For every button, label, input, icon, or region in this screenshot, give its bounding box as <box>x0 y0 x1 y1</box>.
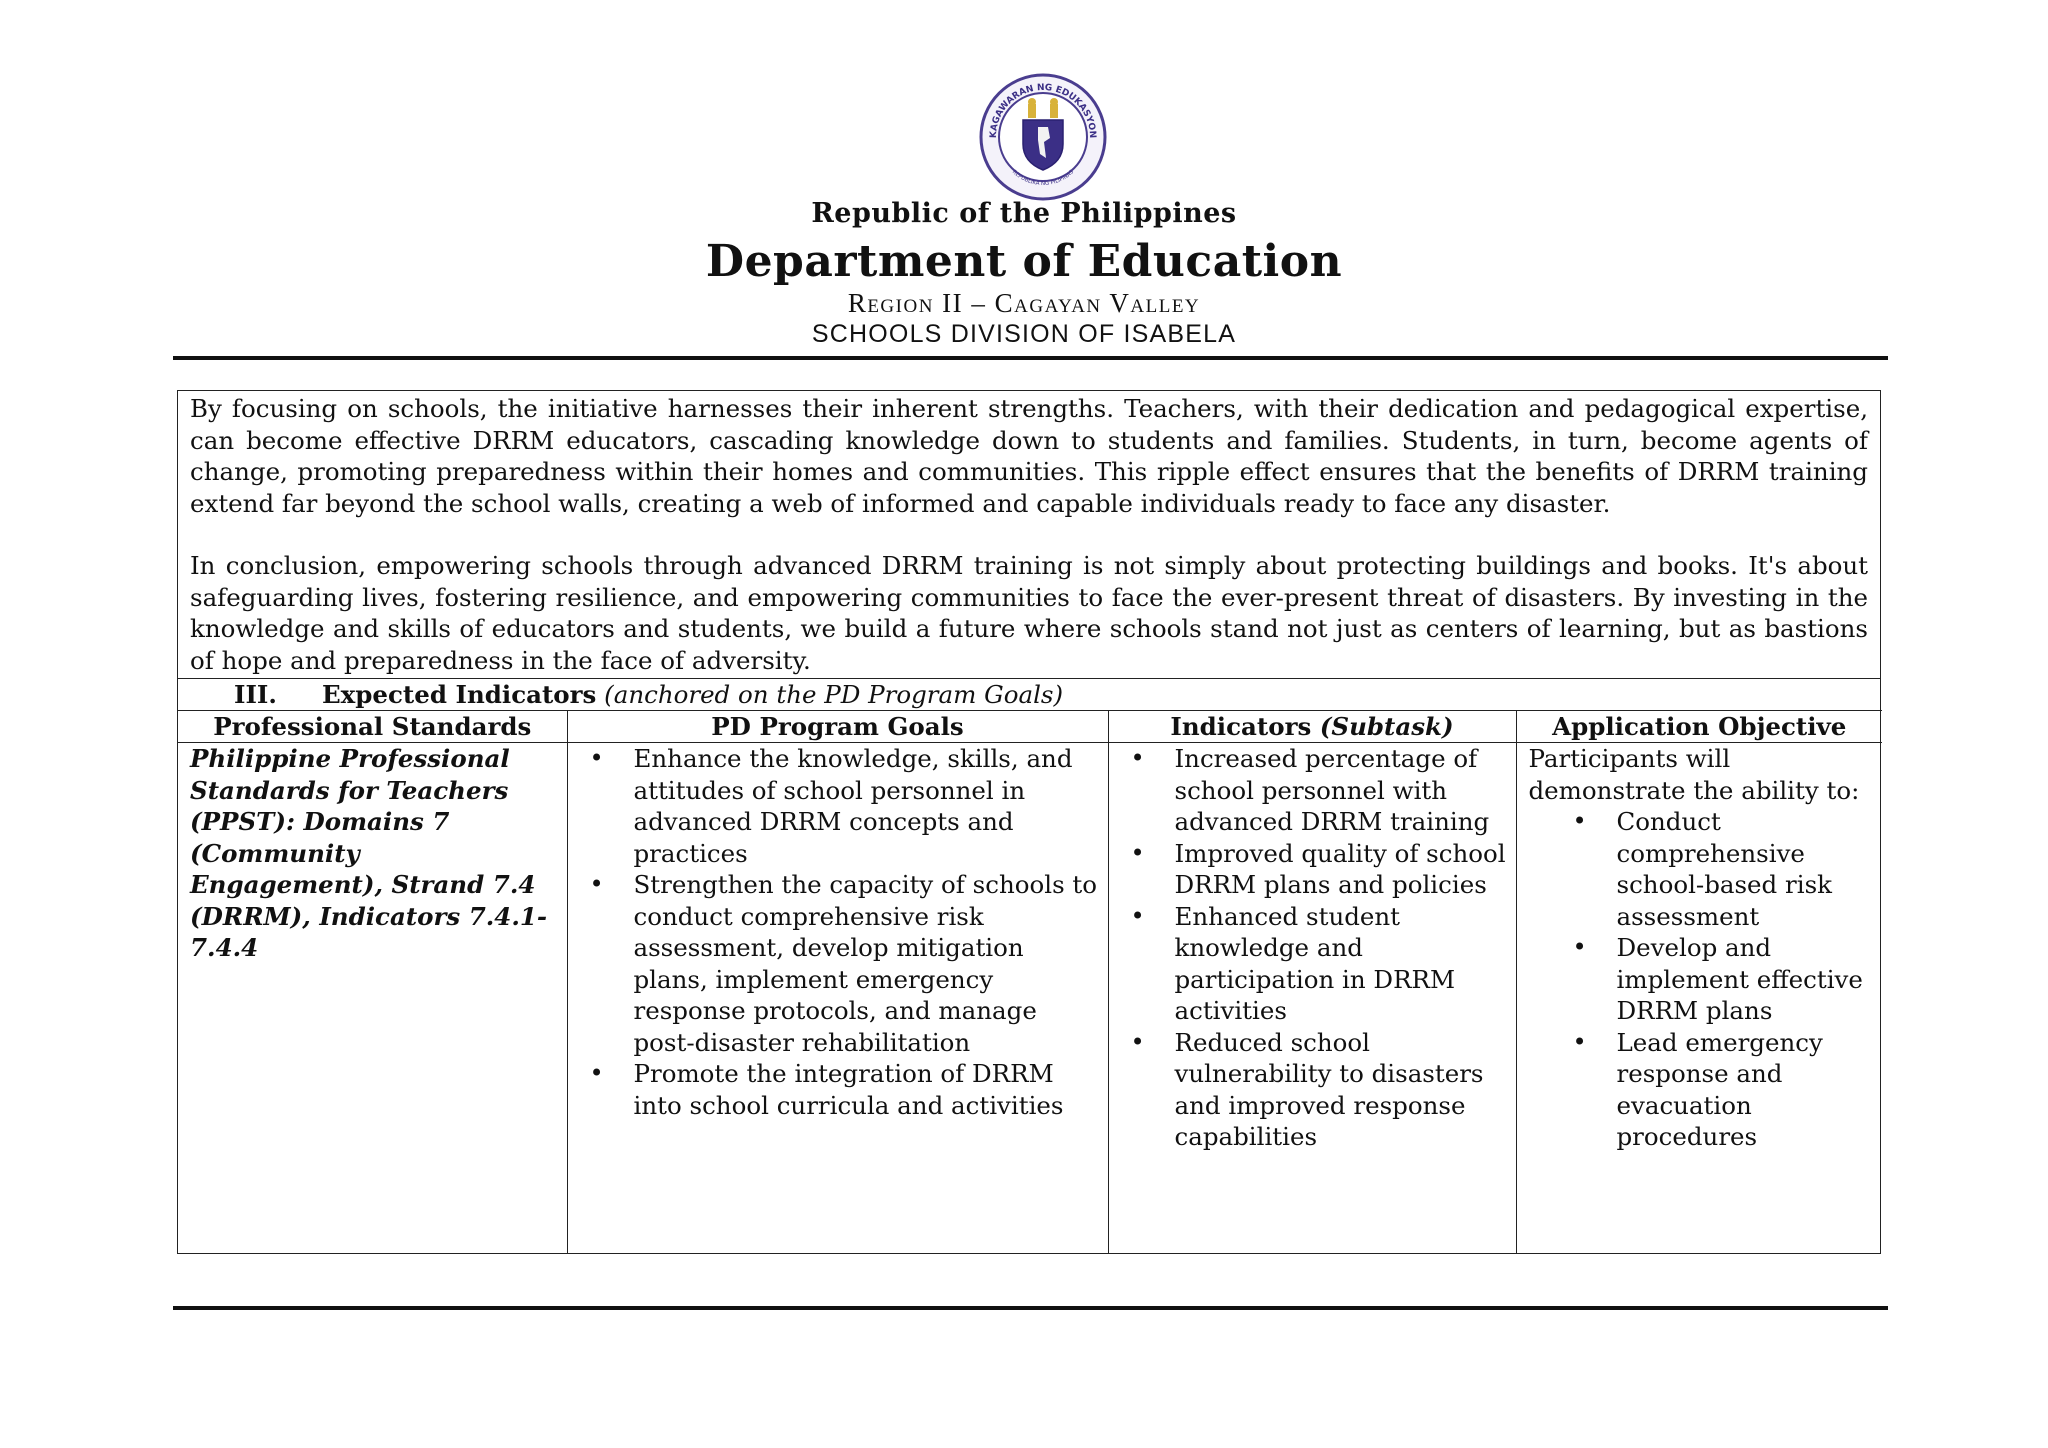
standards-text: Philippine Professional Standards for Teachers (PPST): Domains 7 (Community Engagement), Strand 7.4 (DRRM), Indicators 7.4.1-7.4.4 <box>190 744 548 962</box>
header-goals: PD Program Goals <box>567 711 1108 743</box>
section-heading <box>178 678 1880 710</box>
header-indicators-label: Indicators <box>1170 712 1312 741</box>
goals-cell <box>567 743 1108 1254</box>
table-header-row <box>178 711 1882 743</box>
region-heading: Region II – Cagayan Valley <box>847 288 1201 318</box>
list-item: • Lead emergency response and evacuation procedures <box>1617 1027 1875 1153</box>
list-item: • Enhance the knowledge, skills, and attitudes of school personnel in advanced DRRM concepts and practices <box>634 743 1100 869</box>
intro-paragraph-1: By focusing on schools, the initiative harnesses their inherent strengths. Teachers, with their dedication and pedagogical expertise, can become effective DRRM educators, cascading knowledge down to students and families. Students, in turn, become agents of change, promoting preparedness within their homes and communities. This ripple effect ensures that the benefits of DRRM training extend far beyond the school walls, creating a web of informed and capable individuals ready to face any disaster. <box>190 394 1868 518</box>
standards-cell <box>178 743 567 1254</box>
goals-list <box>580 743 1100 1121</box>
list-item: • Strengthen the capacity of schools to conduct comprehensive risk assessment, develop mitigation plans, implement emergency response protocols, and manage post-disaster rehabilitation <box>634 869 1100 1058</box>
seal-text-bottom: REPUBLIKA NG PILIPINAS <box>1010 169 1076 188</box>
intro-paragraph-2: In conclusion, empowering schools through advanced DRRM training is not simply about protecting buildings and books. It's about safeguarding lives, fostering resilience, and empowering communities to face the ever-present threat of disasters. By investing in the knowledge and skills of educators and students, we build a future where schools stand not just as centers of learning, but as bastions of hope and preparedness in the face of adversity. <box>190 551 1868 675</box>
table-row <box>178 743 1882 1254</box>
header-divider <box>173 356 1888 360</box>
list-item: • Promote the integration of DRRM into school curricula and activities <box>634 1058 1100 1121</box>
department-heading: Department of Education <box>705 236 1343 287</box>
header-objective: Application Objective <box>1516 711 1882 743</box>
objective-cell <box>1516 743 1882 1254</box>
seal-text-top: KAGAWARAN NG EDUKASYON <box>988 82 1098 139</box>
list-item: • Enhanced student knowledge and participation in DRRM activities <box>1175 901 1508 1027</box>
section-subtitle: (anchored on the PD Program Goals) <box>604 680 1064 709</box>
list-item: • Improved quality of school DRRM plans and policies <box>1175 838 1508 901</box>
list-item: • Develop and implement effective DRRM plans <box>1617 932 1875 1027</box>
list-item: • Conduct comprehensive school-based risk assessment <box>1617 806 1875 932</box>
division-heading: SCHOOLS DIVISION OF ISABELA <box>811 320 1237 348</box>
header-indicators-sub: (Subtask) <box>1319 712 1454 741</box>
indicators-table <box>178 710 1882 1253</box>
indicators-cell <box>1108 743 1516 1254</box>
header-standards: Professional Standards <box>178 711 567 743</box>
objectives-list <box>1529 806 1875 1153</box>
section-title: Expected Indicators <box>322 680 597 709</box>
header-indicators <box>1108 711 1516 743</box>
list-item: • Increased percentage of school personnel with advanced DRRM training <box>1175 743 1508 838</box>
objective-intro: Participants will demonstrate the ability to: <box>1528 744 1860 805</box>
deped-seal-icon <box>978 72 1108 202</box>
list-item: • Reduced school vulnerability to disasters and improved response capabilities <box>1175 1027 1508 1153</box>
intro-text <box>178 391 1880 678</box>
section-number: III. <box>234 680 277 709</box>
footer-divider <box>173 1306 1888 1310</box>
republic-heading: Republic of the Philippines <box>811 198 1237 229</box>
indicators-list <box>1121 743 1508 1153</box>
content-box <box>177 390 1881 1254</box>
